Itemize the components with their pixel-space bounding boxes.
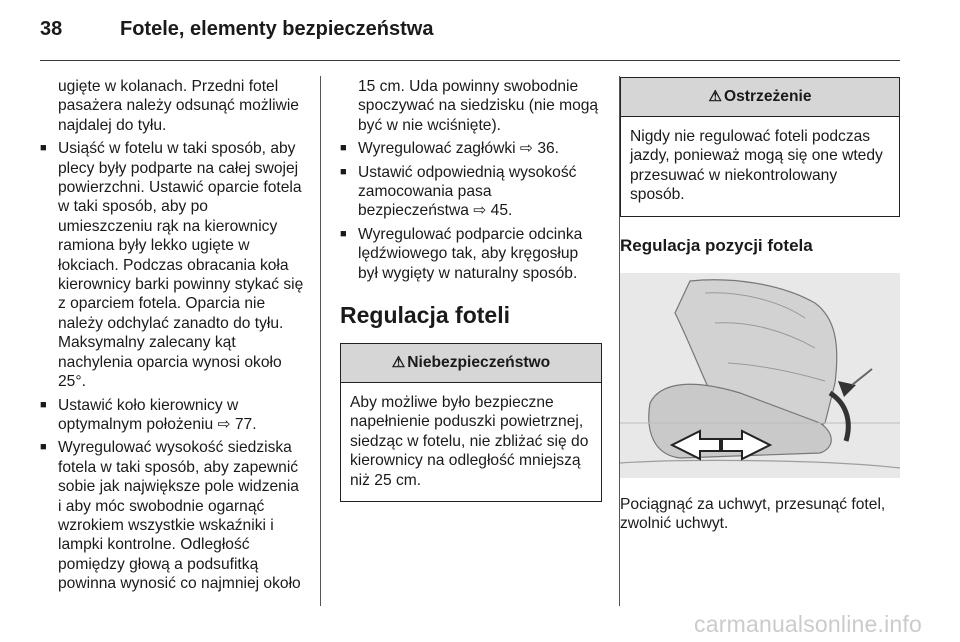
warning-triangle-icon: ⚠ — [391, 354, 406, 372]
danger-box-text: Aby możliwe było bezpieczne napełnienie poduszki powietrznej, siedząc w fotelu, nie zbliżać się do kierownicy na odległość mniejszą niż 25 cm. — [350, 394, 589, 489]
column-2 — [340, 77, 602, 502]
warning-box-header — [621, 78, 899, 117]
bullet-item: ■ Wyregulować wysokość siedziska fotela w taki sposób, aby zapewnić sobie jak największe pole widzenia i aby móc swobodnie ogarnąć wzrokiem wszystkie wskaźniki i lampki kontrolne. Odległość pomiędzy głową a podsufitką powinna wynosić co najmniej około — [40, 438, 306, 593]
warning-box-title: Ostrzeżenie — [723, 88, 812, 105]
continuation-paragraph: 15 cm. Uda powinny swobodnie spoczywać na siedzisku (nie mogą być w nie wciśnięte). — [358, 78, 599, 134]
subsection-heading: Regulacja pozycji fotela — [620, 235, 813, 255]
chapter-title: Fotele, elementy bezpieczeństwa — [120, 18, 434, 40]
bullet-item: ■ Wyregulować zagłówki ⇨ 36. — [340, 139, 602, 158]
seat-adjustment-illustration-icon — [620, 273, 900, 478]
column-1 — [40, 77, 306, 598]
bullet-item: ■ Wyregulować podparcie odcinka lędźwiowego tak, aby kręgosłup był wygięty w naturalny sposób. — [340, 225, 602, 283]
danger-box-header — [341, 344, 601, 383]
section-heading: Regulacja foteli — [340, 302, 510, 329]
page-number: 38 — [40, 18, 63, 40]
danger-box-title: Niebezpieczeństwo — [407, 354, 551, 372]
bullet-item: ■ Ustawić odpowiednią wysokość zamocowania pasa bezpieczeństwa ⇨ 45. — [340, 163, 602, 221]
column-divider-1 — [320, 76, 321, 606]
bullet-item: ■ Usiąść w fotelu w taki sposób, aby plecy były podparte na całej swojej powierzchni. Ustawić oparcie fotela w taki sposób, aby po umieszczeniu rąk na kierownicy ramiona były lekko ugięte w łokciach. Podczas obracania koła kierownicy barki powinny stykać się z oparciem fotela. Oparcia nie należy odchylać zanadto do tyłu. Maksymalny zalecany kąt nachylenia oparcia wynosi około 25°. — [40, 139, 306, 391]
column-3 — [620, 77, 900, 534]
danger-box — [340, 343, 602, 502]
bullet-item: ■ Ustawić koło kierownicy w optymalnym położeniu ⇨ 77. — [40, 396, 306, 435]
intro-paragraph: ugięte w kolanach. Przedni fotel pasażera należy odsunąć możliwie najdalej do tyłu. — [58, 78, 299, 134]
figure-caption: Pociągnąć za uchwyt, przesunąć fotel, zwolnić uchwyt. — [620, 496, 886, 533]
warning-box-text: Nigdy nie regulować foteli podczas jazdy, ponieważ mogą się one wtedy przesuwać w niekontrolowany sposób. — [630, 128, 883, 204]
header-divider — [40, 60, 900, 61]
warning-box — [620, 77, 900, 217]
warning-triangle-icon: ⚠ — [708, 88, 722, 105]
watermark: carmanualsonline.info — [694, 611, 922, 637]
